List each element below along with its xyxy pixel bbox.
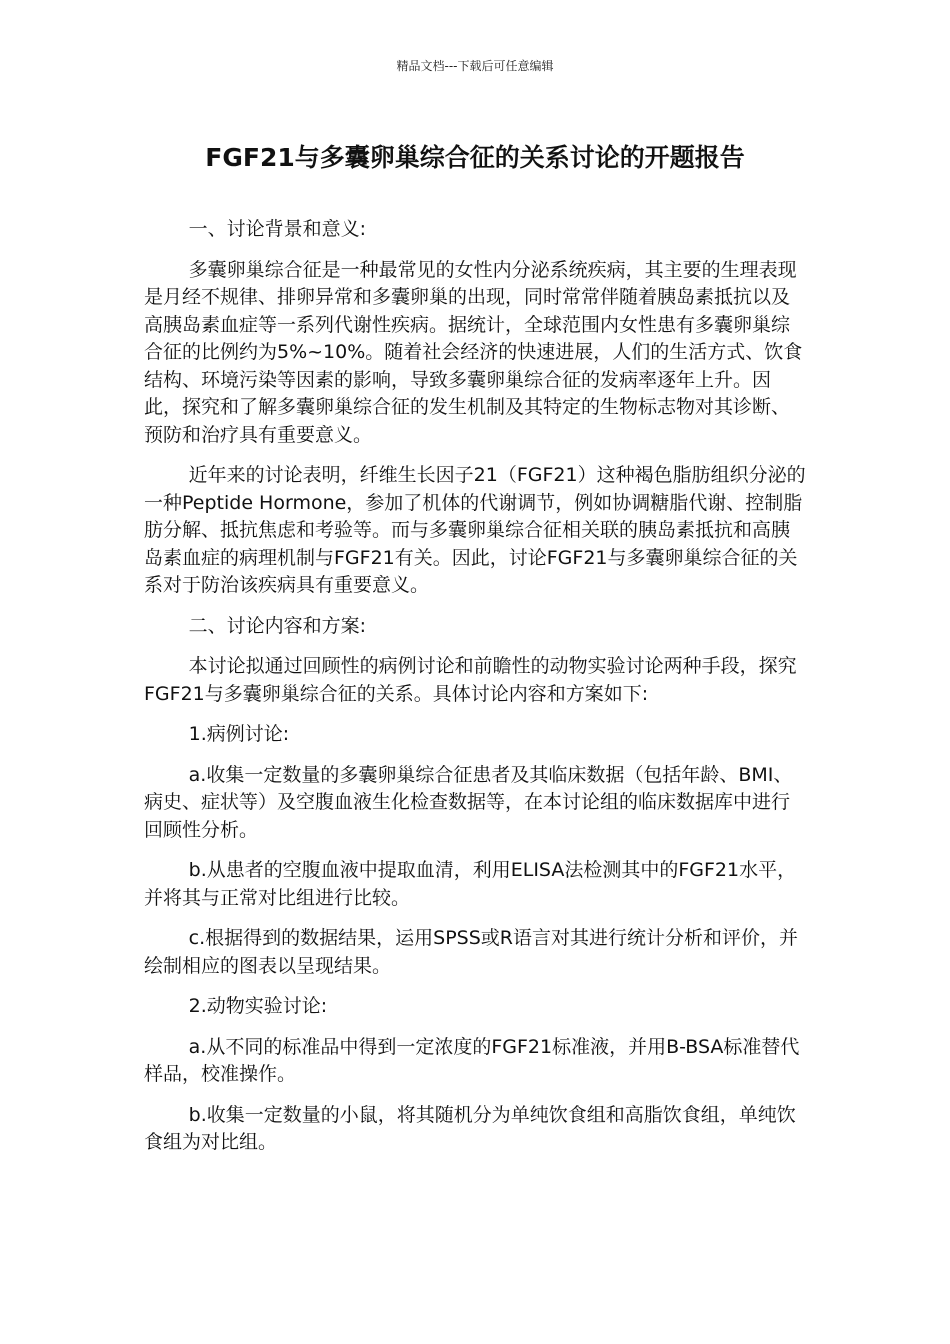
subheading-case-study: 1.病例讨论: — [188, 723, 290, 745]
list-item-case-a: a.收集一定数量的多囊卵巢综合征患者及其临床数据（包括年龄、BMI、病史、症状等）及空腹血液生化检查数据等，在本讨论组的临床数据库中进行回顾性分析。 — [144, 763, 793, 841]
list-item-animal-b: b.收集一定数量的小鼠，将其随机分为单纯饮食组和高脂饮食组，单纯饮食组为对比组。 — [144, 1103, 796, 1153]
paragraph-method-overview: 本讨论拟通过回顾性的病例讨论和前瞻性的动物实验讨论两种手段，探究FGF21与多囊卵巢综合征的关系。具体讨论内容和方案如下: — [144, 655, 797, 705]
section-heading-background: 一、讨论背景和意义: — [188, 218, 367, 240]
page-header: 精品文档---下载后可任意编辑 — [396, 59, 554, 73]
document-body — [144, 216, 808, 1170]
subheading-animal-study: 2.动物实验讨论: — [188, 995, 328, 1017]
paragraph-fgf21-intro: 近年来的讨论表明，纤维生长因子21（FGF21）这种褐色脂肪组织分泌的一种Peptide Hormone，参加了机体的代谢调节，例如协调糖脂代谢、控制脂肪分解、抵抗焦虑和考验等。而与多囊卵巢综合征相关联的胰岛素抵抗和高胰岛素血症的病理机制与FGF21有关。因此，讨论FGF21与多囊卵巢综合征的关系对于防治该疾病具有重要意义。 — [144, 464, 806, 596]
list-item-case-b: b.从患者的空腹血液中提取血清，利用ELISA法检测其中的FGF21水平，并将其与正常对比组进行比较。 — [144, 859, 797, 909]
paragraph-pcos-intro: 多囊卵巢综合征是一种最常见的女性内分泌系统疾病，其主要的生理表现是月经不规律、排卵异常和多囊卵巢的出现，同时常常伴随着胰岛素抵抗以及高胰岛素血症等一系列代谢性疾病。据统计，全球范围内女性患有多囊卵巢综合征的比例约为5%~10%。随着社会经济的快速进展，人们的生活方式、饮食结构、环境污染等因素的影响，导致多囊卵巢综合征的发病率逐年上升。因此，探究和了解多囊卵巢综合征的发生机制及其特定的生物标志物对其诊断、预防和治疗具有重要意义。 — [144, 258, 803, 446]
list-item-case-c: c.根据得到的数据结果，运用SPSS或R语言对其进行统计分析和评价，并绘制相应的图表以呈现结果。 — [144, 927, 798, 977]
document-title: FGF21与多囊卵巢综合征的关系讨论的开题报告 — [205, 143, 745, 172]
list-item-animal-a: a.从不同的标准品中得到一定浓度的FGF21标准液，并用B-BSA标准替代样品，校准操作。 — [144, 1035, 800, 1085]
section-heading-content: 二、讨论内容和方案: — [188, 614, 367, 637]
